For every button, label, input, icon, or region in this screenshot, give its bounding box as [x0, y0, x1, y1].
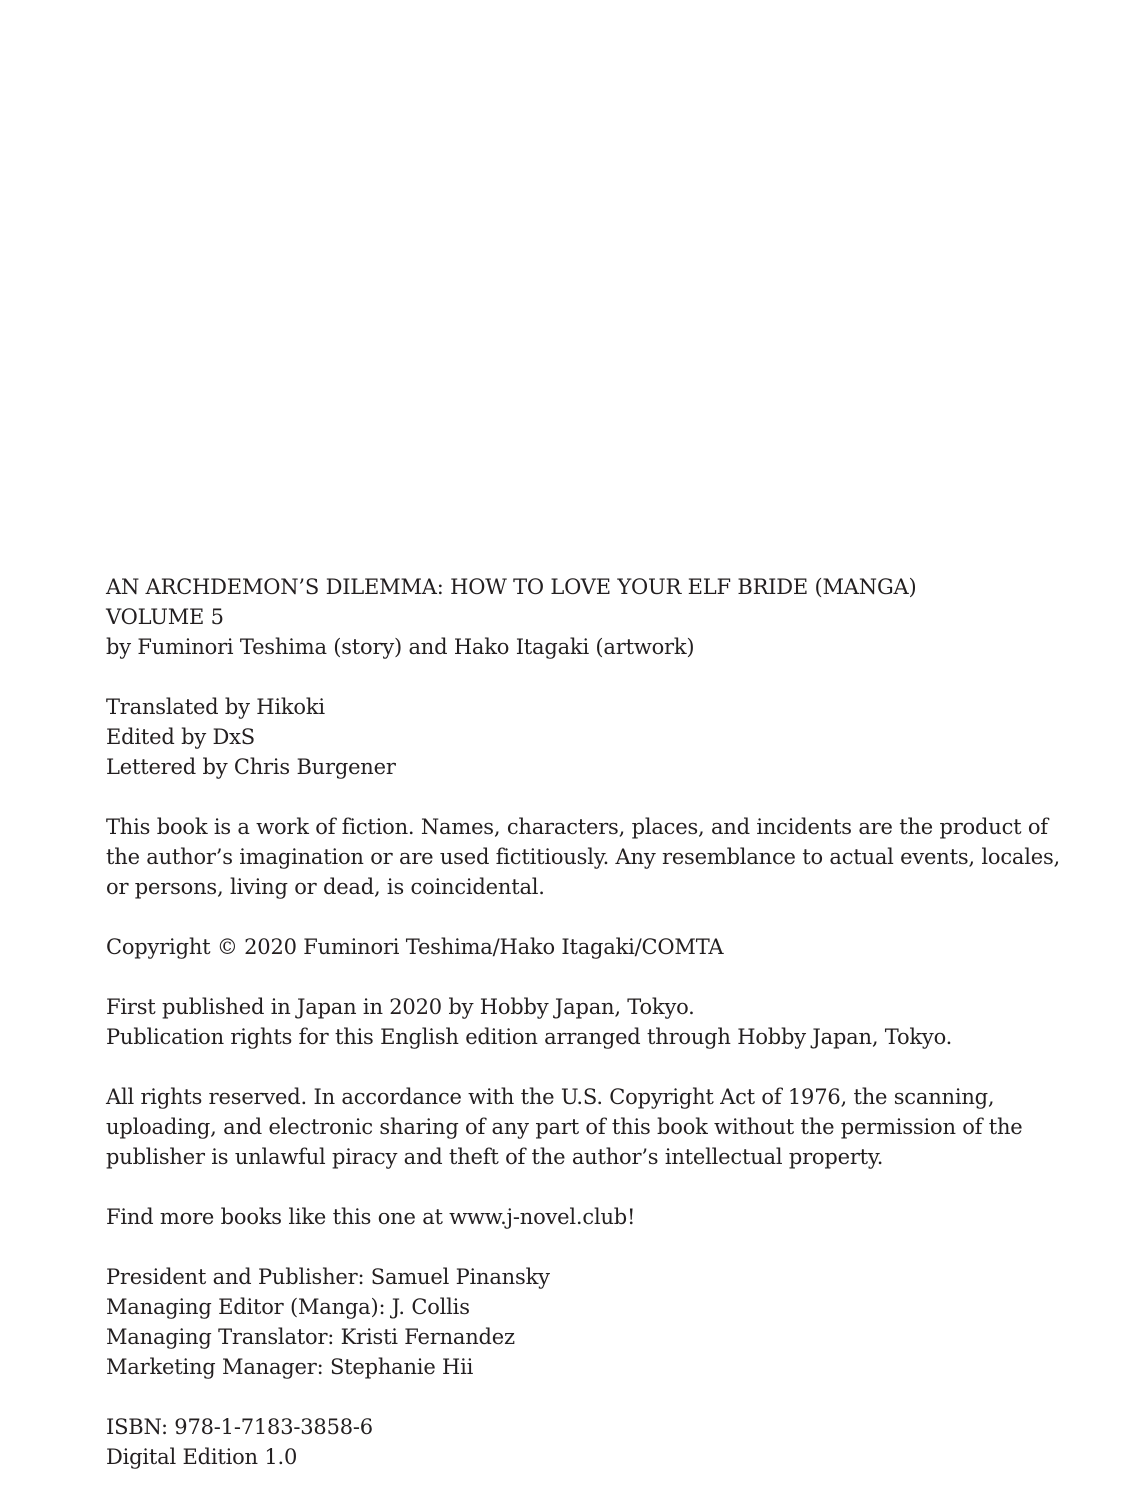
editor-credit: Edited by DxS — [106, 725, 255, 749]
staff-president: President and Publisher: Samuel Pinansky — [106, 1265, 550, 1289]
translator-credit: Translated by Hikoki — [106, 695, 325, 719]
letterer-credit: Lettered by Chris Burgener — [106, 755, 396, 779]
digital-edition: Digital Edition 1.0 — [106, 1445, 298, 1469]
credits-paragraph — [106, 692, 1066, 782]
fiction-notice-paragraph — [106, 812, 1066, 902]
copyright-text-block — [106, 572, 1066, 1472]
staff-managing-editor: Managing Editor (Manga): J. Collis — [106, 1295, 470, 1319]
publication-line: Publication rights for this English edition arranged through Hobby Japan, Tokyo. — [106, 1025, 953, 1049]
publication-line: First published in Japan in 2020 by Hobby Japan, Tokyo. — [106, 995, 695, 1019]
rights-paragraph — [106, 1082, 1066, 1172]
byline: by Fuminori Teshima (story) and Hako Itagaki (artwork) — [106, 635, 695, 659]
fiction-notice-line: This book is a work of fiction. Names, characters, places, and incidents are the product of — [106, 815, 1048, 839]
rights-line: All rights reserved. In accordance with the U.S. Copyright Act of 1976, the scanning, — [106, 1085, 995, 1109]
staff-marketing-manager: Marketing Manager: Stephanie Hii — [106, 1355, 474, 1379]
publication-paragraph — [106, 992, 1066, 1052]
edition-paragraph — [106, 1412, 1066, 1472]
fiction-notice-line: the author’s imagination or are used fictitiously. Any resemblance to actual events, locales, — [106, 845, 1060, 869]
title-paragraph — [106, 572, 1066, 662]
staff-managing-translator: Managing Translator: Kristi Fernandez — [106, 1325, 515, 1349]
copyright-paragraph — [106, 932, 1066, 962]
volume-number: VOLUME 5 — [106, 605, 224, 629]
fiction-notice-line: or persons, living or dead, is coincidental. — [106, 875, 545, 899]
copyright-line: Copyright © 2020 Fuminori Teshima/Hako Itagaki/COMTA — [106, 935, 724, 959]
find-more-line: Find more books like this one at www.j-novel.club! — [106, 1205, 636, 1229]
find-more-paragraph — [106, 1202, 1066, 1232]
rights-line: publisher is unlawful piracy and theft of the author’s intellectual property. — [106, 1145, 884, 1169]
isbn: ISBN: 978-1-7183-3858-6 — [106, 1415, 373, 1439]
book-title: AN ARCHDEMON’S DILEMMA: HOW TO LOVE YOUR ELF BRIDE (MANGA) — [106, 575, 917, 599]
rights-line: uploading, and electronic sharing of any part of this book without the permission of the — [106, 1115, 1023, 1139]
staff-paragraph — [106, 1262, 1066, 1382]
